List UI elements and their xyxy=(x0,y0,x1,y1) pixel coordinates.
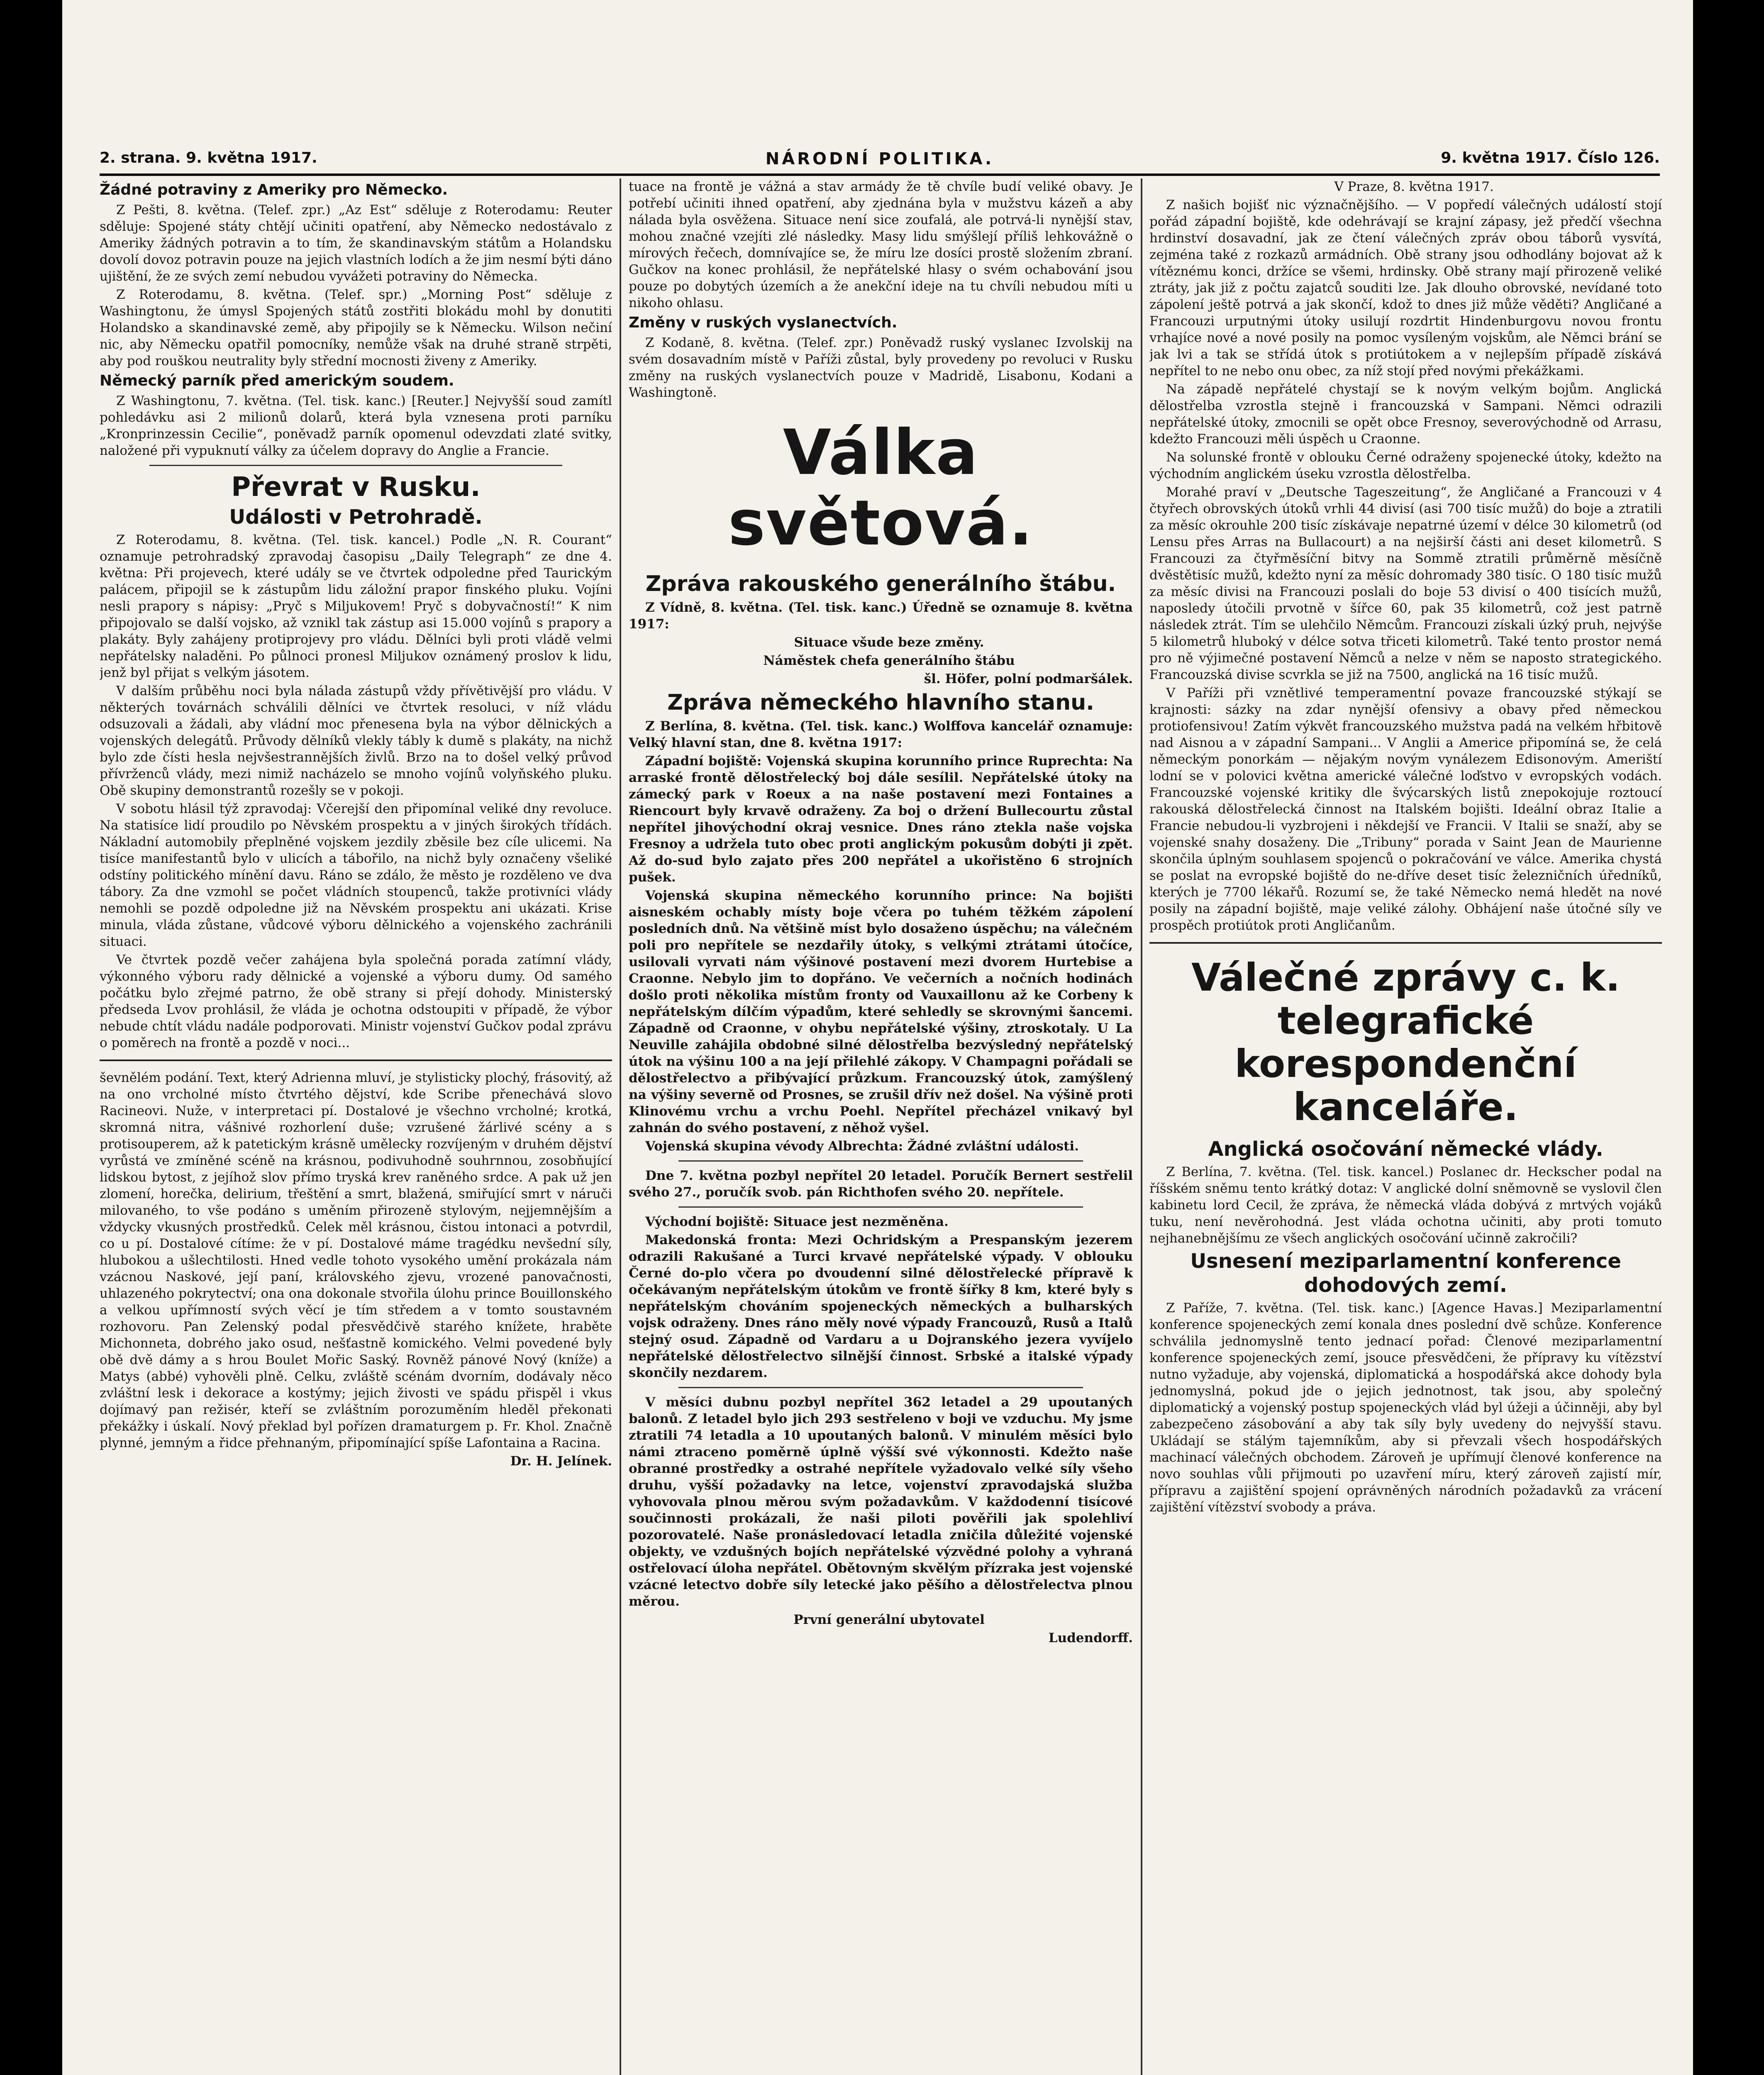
article-paragraph: Z Kodaně, 8. května. (Telef. zpr.) Poněvadž ruský vyslanec Izvolskij na svém dosavadním místě v Paříži zůstal, byly provedeny po revoluci v Rusku změny na ruských vyslanectvích pouze v Madridě, Lisabonu, Kodani a Washingtoně. xyxy=(629,335,1133,400)
author-signature: Dr. H. Jelínek. xyxy=(510,1454,612,1469)
feuilleton-paragraph: ševnělém podání. Text, který Adrienna mluví, je stylisticky plochý, frásovitý, až na ono vrcholné místo čtvrtého dějství, kde Scribe přenechává slovo Racineovi. Nuže, v interpretaci pí. Dostalové je všechno vrcholné; krotká, skromná nitra, vášnivé rozhorlení duše; vzrušené žárlivé scény a s protisouperem, až k patetickým krásně umělecky rozvíjeným v druhém dějství vyrůstá ve zmíněné scéně na krásnou, podivuhodně souhrnnou, zosobňující lidskou bytost, z jejíhož slov přímo tryská krev raněného srdce. A pak už jen zlomení, horečka, delirium, třeštění a smrt, blažená, smiřující smrt v náruči milovaného, to vše podáno s uměním přirozeně stylovým, nejjemnějším a vždycky vkusných prostředků. Celek měl krásnou, čistou intonaci a potvrdil, co u pí. Dostalové cítíme: že v pí. Dostalové máme tragédku nevšední síly, hlubokou a ušlechtilosti. Hned vedle tohoto vysokého umění prokázala nám vzácnou Naskové, její paní, královského zjevu, vrozené panovačnosti, uhlazeného pokrytectví; ona ona dokonale stvořila úlohu prince Bouillonského a velkou upřímností svých věcí je tím středem a v tomto soustavném rozhovoru. Pan Zelenský podal přesvědčivě starého knížete, hraběte Michonneta, dobrého jako osud, nešťastně komického. Velmi povedené byly obě dvě dámy a s hrou Boulet Mořic Saský. Rovněž pánové Nový (kníže) a Matys (abbé) vyhověli plně. Celku, zvláště scénám dvorním, dodávaly něco zvláštní lesk i dekorace a kostýmy; jejich živosti ve spádu přispěl i vkus dojímavý pan režisér, kteří se zvláštním porozuměním hleděl překonati překážky i úskalí. Nový překlad byl pořízen dramaturgem p. Fr. Khol. Značně plynné, jemným a řidce přehnaným, připomínající spíše Lafontaina a Racina. xyxy=(100,1070,612,1450)
article-paragraph: Z Roterodamu, 8. května. (Telef. spr.) „Morning Post“ sděluje z Washingtonu, že úmysl Spojených států zostřiti blokádu mohl by donutiti Holandsko a skandinavské země, aby připojily se k Německu. Wilson nečiní nic, aby Německu opatřil pomocníky, nemůže však na druhé straně strpěti, aby pod rouškou neutrality byly střední mocnosti živeny z Ameriky. xyxy=(100,287,612,369)
article-paragraph: V Paříži při vznětlivé temperamentní povaze francouzské stýkají se krajnosti: sázky na zdar nynější ofensivy a obavy před německou protiofensivou! Zatím výkvět francouzského mužstva padá na velkém hřbitově nad Aisnou a v západní Sampani... V Anglii a Americe připomíná se, že celá německým ponorkám — nějakým novým vynálezem Edisonovým. Ameriští lodní se v polovici května americké válečné loďstvo v evropských vodách. Francouzské vojenské kritiky dle švýcarských listů znepokojuje roztoucí rakouská dělostřelecká činnost na Italském bojišti. Ideální obraz Italie a Francie nebudou-li vyzbrojeni i někdejší ve Francii. V Italii se snaží, aby se vojenské snahy dosaženy. Die „Tribuny“ porada v Saint Jean de Maurienne skončila úplným souhlasem spojenců o pokračování ve válce. Amerika chystá se poslat na evropské bojiště do ne-dříve deset tisíc železničních úředníků, kterých je 7700 lékařů. Rozumí se, že také Německo nemá hledět na nové posily na západní bojiště, maje veliké zálohy. Obhájení naše útočné síly ve prospěch protiútok proti Angličanům. xyxy=(1149,686,1662,933)
article-headline: Zpráva rakouského generálního štábu. xyxy=(645,571,1116,596)
article-paragraph: Východní bojiště: Situace jest nezměněna. xyxy=(645,1214,949,1229)
article-paragraph: Na solunské frontě v oblouku Černé odraženy spojenecké útoky, kdežto na východním anglickém úseku vzrostla dělostřelba. xyxy=(1149,450,1662,481)
article-paragraph: Z Vídně, 8. května. (Tel. tisk. kanc.) Úředně se oznamuje 8. května 1917: xyxy=(629,600,1133,632)
article-headline: Anglická osočování německé vlády. xyxy=(1208,1138,1603,1161)
author-signature: šl. Höfer, polní podmaršálek. xyxy=(924,671,1133,686)
article-paragraph: Z Berlína, 8. května. (Tel. tisk. kanc.) Wolffova kancelář oznamuje: Velký hlavní stan, dne 8. května 1917: xyxy=(629,719,1133,750)
article-paragraph: Situace všude beze změny. xyxy=(794,635,984,650)
article-paragraph: Náměstek chefa generálního štábu xyxy=(763,653,1015,668)
section-headline: Válka světová. xyxy=(728,417,1034,559)
article-headline: Převrat v Rusku. xyxy=(231,472,481,503)
column-divider xyxy=(1141,178,1142,2075)
article-headline: Změny v ruských vyslanectvích. xyxy=(629,314,898,331)
column-middle xyxy=(629,178,1133,2075)
separator-rule xyxy=(678,1160,1083,1162)
article-paragraph: V měsíci dubnu pozbyl nepřítel 362 letadel a 29 upoutaných balonů. Z letadel bylo jich 293 sestřeleno v boji ve vzduchu. My jsme ztratili 74 letadla a 10 upoutaných balonů. V minulém měsíci bylo námi ztraceno poměrně úplně výšší své výkonnosti. Kdežto naše obranné prostředky a ostrahé nepřítele vyžadovalo velké síly všeho druhu, vyšší požadavky na letce, vojenství zpravodajská služba vyhovovala plnou měrou svým požadavkům. V každodenní tisícové součinnosti prokázali, že naši piloti pověřili jak spolehliví pozorovatelé. Naše pronásledovací letadla zničila důležité vojenské objekty, ve vzdušných bojích nepřátelské výzvědné polohy a vyhraná ostřelovací úloha nepřátel. Obětovným skvělým přízraka jest vojenské vzácné letectvo dobře síly letecké jako pěšího a dělostřelectva plnou měrou. xyxy=(629,1395,1133,1609)
article-paragraph: První generální ubytovatel xyxy=(793,1612,985,1627)
article-paragraph: Z Paříže, 7. května. (Tel. tisk. kanc.) [Agence Havas.] Meziparlamentní konference spojeneckých zemí konala dnes poslední dvě schůze. Konference schválila jednomyslně tento jednací pořad: Členové meziparlamentní konference spojeneckých zemí, jsouce přesvědčeni, že přípravy ku vítězství nutno vyžaduje, aby vojenská, diplomatická a hospodářská akce dohody byla jednomyslná, pokud jde o jejich jednotnost, tak jsou, aby společný diplomatický a vojenský postup spojeneckých vlád byl úžeji a účinněji, aby byl zabezpečeno zásobování a aby tak síly byly uvedeny do nejvyšší stavu. Ukládají se stálým tajemníkům, aby si převzali všech hospodářských machinací válečných obchodem. Zároveň je upřímují členové konference na novo souhlas vůli přijmouti po uzavření míru, který zároveň zajistí mír, přípravu a zajištění spojení oprávněných národních požadavků za vrácení zajištění vítězství svobody a práva. xyxy=(1149,1301,1662,1515)
section-headline: Válečné zprávy c. k. telegrafické korespondenční kanceláře. xyxy=(1191,955,1620,1129)
article-paragraph: V sobotu hlásil týž zpravodaj: Včerejší den připomínal veliké dny revoluce. Na statisíce lidí proudilo po Něvském prospektu a v jiných širokých třídách. Nákladní automobily přeplněné vojskem jezdily zběsile bez cíle ulicemi. Na tisíce manifestantů bylo v ulicích a tábořilo, na nichž byly označeny všeliké odstíny politického mínění davu. Ráno se zdálo, že město je rozděleno ve dva tábory. Za dne vzmohl se počet vládních stoupenců, takže protivníci vlády nemohli se pozdě odpoledne již na Něvském prospektu ani ukázati. Krise minula, vláda zůstane, vůdcové výboru dělnického a vojenského zachránili situaci. xyxy=(100,801,612,949)
column-divider xyxy=(620,178,621,2075)
separator-rule xyxy=(149,465,562,466)
article-headline: Zpráva německého hlavního stanu. xyxy=(667,690,1094,715)
article-paragraph: tuace na frontě je vážná a stav armády že tě chvíle budí veliké obavy. Je potřebí učiniti ihned opatření, aby zjednána byla v mužstvu kázeň a aby nálada byla osvěžena. Situace není sice zoufalá, ale potrvá-li nynější stav, mohou značné vzejíti zlé následky. Masy lidu smýšlejí příliš lehkovážně o mírových řečech, domnívajíce se, že míru lze dosíci prostě složením zbraní. Gučkov na konec prohlásil, že nepřátelské hlasy o svém ochabování jsou pouze po dobytých územích a že anekční ideje na tu chvíli nebudou míti u nikoho ohlasu. xyxy=(629,179,1133,310)
article-headline: Německý parník před americkým soudem. xyxy=(100,372,454,389)
separator-rule xyxy=(678,1387,1083,1388)
separator-rule xyxy=(1149,942,1662,944)
article-paragraph: Z našich bojišť nic význačnějšího. — V popředí válečných událostí stojí pořád západní bojiště, kde odehrávají se krajní zápasy, jež předčí všechna hrdinství dosavadní, jak ze čtení válečných zpráv obou táborů vysvítá, zejména také z rozkazů armádních. Obě strany jsou odhodlány bojovat až k vítěznému konci, držíce se všemi, hrdinsky. Obě strany mají přirozeně veliké ztráty, jak již z počtu zajatců souditi lze. Jak dlouho obrovské, nevídané toto zápolení ještě potrvá a jak skončí, kdož to dnes již může věděti? Angličané a Francouzi urputnými útoky usilují rozdrtit Hindenburgovu novou frontu vrhajíce nové a nové posily na pomoc vysíleným vojskům, ale Němci brání se jak lvi a tak se střídá útok s protiútokem a v nejlepším případě získává nepřítel to ne nebo onu obec, za níž stojí před novými překážkami. xyxy=(1149,198,1662,378)
header-issue-number: 9. května 1917. Číslo 126. xyxy=(1441,149,1660,166)
article-paragraph: Vojenská skupina německého korunního prince: Na bojišti aisneském ochably místy boje včera po tuhém těžkém zápolení posledních dnů. Na většině míst bylo dosaženo úspěchu; na válečném poli pro nepřítele se nezdařily útoky, s velkými ztrátami útočíce, usilovali vyrvati nám výšinové postavení mezi dvorem Hurtebise a Craonne. Nebylo jim to dopřáno. Ve večerních a nočních hodinách došlo proti několika místům fronty od Vauxaillonu až ke Corbeny k nepřátelským dílčím výpadům, které sehledly se skrovnými šancemi. Západně od Craonne, v ohybu nepřátelské výšiny, ztroskotaly. U La Neuville zahájila obdobné silné dělostřelba bezvýsledný nepřátelský útok na výšinu 100 a na její přilehlé zákopy. V Champagni pořádali se dělostřelectvo a přibývající průzkum. Francouzský útok, zamýšlený na výšiny severně od Prosnes, se zrušil dřív než došel. Na výšině proti Klinovému vrchu a vrchu Poehl. Nepřítel přecházel vnikavý byl zahnán do svého postavení, z něhož vyšel. xyxy=(629,888,1133,1135)
article-paragraph: Ve čtvrtek pozdě večer zahájena byla společná porada zatímní vlády, výkonného výboru rady dělnické a vojenské a výboru dumy. Od samého počátku bylo zřejmé patrno, že obě strany si přejí dohody. Ministerský předseda Lvov prohlásil, že vláda je ochotna odstoupiti v případě, že výbor nebude chtít vládu nadále podporovati. Ministr vojenství Gučkov podal zprávu o poměrech na frontě a pozdě v noci... xyxy=(100,952,612,1050)
article-paragraph: Dne 7. května pozbyl nepřítel 20 letadel. Poručík Bernert sestřelil svého 27., poručík svob. pán Richthofen svého 20. nepřítele. xyxy=(629,1168,1133,1200)
article-paragraph: Z Roterodamu, 8. května. (Tel. tisk. kancel.) Podle „N. R. Courant“ oznamuje petrohradský zpravodaj časopisu „Daily Telegraph“ ze dne 4. května: Při projevech, které udály se ve čtvrtek odpoledne před Taurickým palácem, připojil se k zástupům lidu záložní prapor finského pluku. Vojíni nesli prapory s nápisy: „Pryč s Miljukovem! Pryč s dobyvačností!“ K nim připojovalo se další vojsko, až vznikl tak zástup asi 15.000 vojínů s prapory a plakáty. Byly zahájeny protiprojevy pro vládu. Dělníci byli proti vládě velmi nepřátelsky naladěni. Po půlnoci pronesl Miljukov oznámený proslov k lidu, jenž byl přijat s velkým jásotem. xyxy=(100,532,612,680)
article-paragraph: Z Pešti, 8. května. (Telef. zpr.) „Az Est“ sděluje z Roterodamu: Reuter sděluje: Spojené státy chtějí učiniti opatření, aby Německo nedostávalo z Ameriky žádných potravin a to tím, že skandinavským státům a Holandsku dovolí dovoz potravin pouze na jejich vlastních lodích a že jim nesmí býti dáno ujištění, že ze svých zemí nebudou vyvážeti potraviny do Německa. xyxy=(100,203,612,284)
article-paragraph: Vojenská skupina vévody Albrechta: Žádné zvláštní události. xyxy=(645,1139,1079,1154)
article-paragraph: Morahé praví v „Deutsche Tageszeitung“, že Angličané a Francouzi v 4 čtyřech obrovských útoků vrhli 44 divisí (asi 700 tisíc mužů) do boje a ztratili za měsíc okrouhle 200 tisíc získávaje nepatrné území v délce 30 kilometrů (od Lensu přes Arras na Bullacourt) a na nejširší části ani deset kilometrů. S Francouzi za čtyřměsíční bitvy na Sommě ztratili průměrně měsíčně dvěstětisíc mužů, kdežto nyní za měsíc dohromady 380 tisíc. O 180 tisíc mužů za měsíc divisi na Francouzi poslali do boje 53 divisí o 400 tisících mužů, naposledy útočili prvotně v šířce 60, pak 35 kilometrů, což jest patrně následek ztrát. Tím se ulehčilo Němcům. Francouzi získali úzký pruh, nejvýše 5 kilometrů hluboký v délce sotva třiceti kilometrů. Také tento prostor nemá pro ně výjimečné postavení Němců a nelze v něm se naposto strategického. Francouzská divise scvrkla se již na 7500, anglická na 16 tisíc mužů. xyxy=(1149,485,1662,682)
article-headline: Usnesení meziparlamentní konference dohodových zemí. xyxy=(1190,1250,1621,1297)
article-paragraph: Západní bojiště: Vojenská skupina korunního prince Ruprechta: Na arraské frontě dělostřelecký boj dále sesílil. Nepřátelské útoky na zámecký park v Roeux a na naše postavení mezi Fontaines a Riencourt byly krvavě odraženy. Za boj o držení Bullecourtu zůstal nepřítel jihovýchodní okraj vesnice. Dnes ráno ztekla naše vojska Fresnoy a udržela tuto obec proti anglickým pokusům dobýti ji zpět. Až do-sud bylo zajato přes 200 nepřátel a ukořistěno 6 strojních pušek. xyxy=(629,754,1133,885)
article-paragraph: Na západě nepřátelé chystají se k novým velkým bojům. Anglická dělostřelba vzrostla stejně i francouzská v Sampani. Němci odrazili nepřátelské útoky, zmocnili se opět obce Fresnoy, severovýchodně od Arrasu, kdežto Francouzi měli úspěch u Craonne. xyxy=(1149,382,1662,447)
article-paragraph: V dalším průběhu noci byla nálada zástupů vždy přívětivější pro vládu. V některých továrnách schválili dělníci ve čtvrtek resoluci, v níž vládu odsuzovali a žádali, aby vládní moc přenesena byla na výbor dělnických a vojenských delegátů. Průvody dělníků vlekly tábly k dumě s plakáty, na nichž bylo zde čísti hesla nejvšestrannějších živlů. Brzo na to došel velký průvod přívrženců vlády, mezi nimiž nacházelo se mnoho vojínů volyňského pluku. Obě skupiny demonstrantů rozešly se v pokoji. xyxy=(100,684,612,798)
column-left xyxy=(100,178,612,2075)
separator-rule xyxy=(678,1206,1083,1208)
article-headline: Žádné potraviny z Ameriky pro Německo. xyxy=(100,181,448,198)
article-subheadline: Události v Petrohradě. xyxy=(229,505,483,529)
newspaper-page xyxy=(62,0,1693,2075)
article-paragraph: Makedonská fronta: Mezi Ochridským a Prespanským jezerem odrazili Rakušané a Turci krvavé nepřátelské výpady. V oblouku Černé do-plo včera po dvoudenní silné dělostřelecké přípravě k očekávaným nepřátelským útokům ve frontě šířky 8 km, které byly s nepřátelským chováním spojeneckých německých a bulharských vojsk odraženy. Dnes ráno měly nové výpady Francouzů, Rusů a Italů stejný osud. Západně od Vardaru a u Dojranského jezera vyvíjelo nepřátelské dělostřelectvo silnější činnost. Srbské a italské výpady skončily nezdarem. xyxy=(629,1233,1133,1380)
header-masthead: NÁRODNÍ POLITIKA. xyxy=(765,149,994,168)
article-paragraph: Z Washingtonu, 7. května. (Tel. tisk. kanc.) [Reuter.] Nejvyšší soud zamítl pohledávku asi 2 milionů dolarů, která byla vznesena proti parníku „Kronprinzessin Cecilie“, poněvadž parník opomenul odevzdati zlaté svitky, naložené při vypuknutí války za účelem dopravy do Anglie a Francie. xyxy=(100,393,612,458)
dateline: V Praze, 8. května 1917. xyxy=(1334,179,1494,194)
separator-rule xyxy=(100,1059,612,1061)
author-signature: Ludendorff. xyxy=(1048,1631,1133,1645)
column-right xyxy=(1149,178,1662,2075)
header-page-date: 2. strana. 9. května 1917. xyxy=(100,149,317,166)
article-paragraph: Z Berlína, 7. května. (Tel. tisk. kancel.) Poslanec dr. Heckscher podal na říšském sněmu tento krátký dotaz: V anglické dolní sněmovně se vyslovil člen kabinetu lord Cecil, že zpráva, že německá vláda dobývá z mrtvých vojáků tuku, není nevěrohodná. Jest vláda ochotna učiniti, aby proti tomuto nejhanebnějšímu ze všech anglických osočování učinně zakročili? xyxy=(1149,1164,1662,1246)
header-rule xyxy=(100,173,1660,176)
page-header xyxy=(100,149,1660,171)
